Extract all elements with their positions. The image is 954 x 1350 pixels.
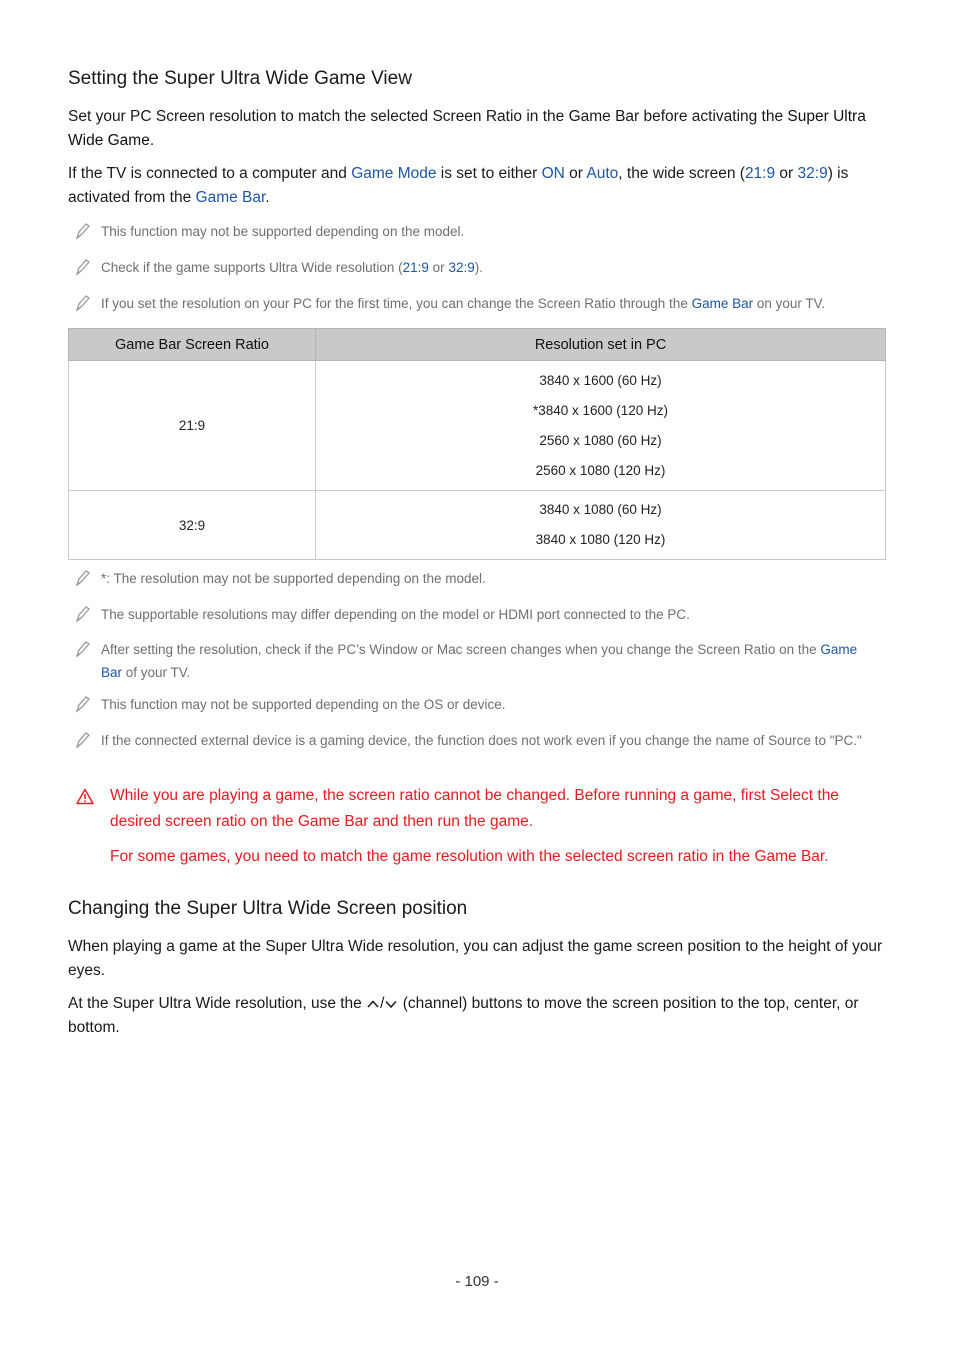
text-run: on your TV.: [753, 296, 826, 311]
pencil-icon: [74, 605, 92, 623]
pencil-icon: [74, 569, 92, 587]
pencil-icon: [74, 731, 92, 749]
text-run: ) is activated from the: [68, 165, 849, 206]
note-item: [74, 292, 874, 315]
note-text: If the connected external device is a gaming device, the function does not work even if you change the name of Source to "PC.": [101, 733, 862, 748]
resolution-list: [317, 366, 884, 486]
resolution-item: 2560 x 1080 (60 Hz): [539, 432, 662, 448]
intro-text: Set your PC Screen resolution to match the selected Screen Ratio in the Game Bar before activating the: [68, 108, 788, 125]
note-text: [101, 638, 874, 684]
text-run: If you set the resolution on your PC for the first time, you can change the Screen Ratio through the: [101, 296, 692, 311]
text-run: or: [564, 165, 587, 182]
text-run: At the Super Ultra Wide resolution, use the: [68, 995, 367, 1012]
ratio-21-9-term: 21:9: [744, 165, 776, 182]
chevron-up-icon: [366, 998, 380, 1010]
ratio-32-9-term: 32:9: [797, 165, 828, 182]
table-row: [69, 491, 886, 560]
game-bar-term: Game Bar: [101, 642, 858, 680]
note-item: [74, 256, 874, 279]
resolution-item: 2560 x 1080 (120 Hz): [535, 462, 666, 478]
table-header-row: [69, 329, 886, 361]
pencil-icon: [74, 695, 92, 713]
note-item: [74, 638, 874, 684]
table-row: [69, 361, 886, 491]
page-number: - 109 -: [455, 1273, 499, 1290]
note-item: [74, 567, 874, 590]
text-run: /: [380, 995, 385, 1012]
text-run: , the wide screen (: [618, 165, 745, 182]
ratio-cell: 32:9: [69, 491, 316, 560]
note-text: The supportable resolutions may differ depending on the model or HDMI port connected to the PC.: [101, 607, 690, 622]
resolution-cell: [316, 361, 886, 491]
pencil-icon: [74, 294, 92, 312]
game-bar-term: Game Bar: [691, 296, 754, 311]
note-text: [101, 292, 874, 315]
column-header-ratio: Game Bar Screen Ratio: [69, 329, 316, 361]
text-run: or: [775, 165, 798, 182]
intro-period: .: [149, 132, 155, 149]
chevron-down-icon: [384, 998, 398, 1010]
ratio-21-9-term: 21:9: [402, 260, 429, 275]
warning-text: For some games, you need to match the game resolution with the selected screen ratio in the Game Bar.: [110, 848, 829, 865]
note-item: [74, 603, 874, 626]
ratio-32-9-term: 32:9: [448, 260, 475, 275]
note-item: [74, 693, 874, 716]
resolution-item: 3840 x 1600 (60 Hz): [539, 372, 662, 388]
note-text: This function may not be supported depending on the model.: [101, 224, 465, 239]
game-bar-term: Game Bar: [195, 189, 266, 206]
note-item: [74, 729, 874, 752]
super-ultra-wide-game-term: Super Ultra Wide Game: [68, 108, 866, 149]
resolution-item: *3840 x 1600 (120 Hz): [532, 402, 669, 418]
position-paragraph: When playing a game at the Super Ultra Wide resolution, you can adjust the game screen position to the height of your eyes.: [68, 938, 883, 979]
text-run: (channel) buttons to move the screen position to the top, center, or bottom.: [68, 995, 859, 1036]
on-term: ON: [541, 165, 565, 182]
ratio-cell: 21:9: [69, 361, 316, 491]
resolution-item: 3840 x 1080 (60 Hz): [539, 502, 662, 517]
note-text: *: The resolution may not be supported depending on the model.: [101, 571, 486, 586]
text-run: After setting the resolution, check if the PC’s Window or Mac screen changes when you change the Screen Ratio on the: [101, 642, 821, 657]
resolution-cell: [316, 491, 886, 560]
text-run: .: [265, 189, 270, 206]
warning-text: While you are playing a game, the screen ratio cannot be changed. Before running a game, first Select the desired screen ratio on the Game Bar and then run the game.: [110, 787, 839, 830]
text-run: of your TV.: [122, 665, 191, 680]
warning-block: [74, 783, 874, 870]
note-text: This function may not be supported depending on the OS or device.: [101, 697, 506, 712]
pencil-icon: [74, 258, 92, 276]
warning-triangle-icon: [76, 788, 94, 805]
note-text: [101, 256, 874, 279]
text-run: Check if the game supports Ultra Wide resolution (: [101, 260, 403, 275]
resolution-table: [68, 328, 886, 560]
intro-paragraph: [68, 105, 886, 153]
section-title: Setting the Super Ultra Wide Game View: [68, 68, 412, 89]
text-run: is set to either: [436, 165, 542, 182]
text-run: If the TV is connected to a computer and: [68, 165, 352, 182]
section-title: Changing the Super Ultra Wide Screen position: [68, 898, 468, 919]
pencil-icon: [74, 640, 92, 658]
text-run: or: [428, 260, 449, 275]
note-item: [74, 220, 874, 243]
column-header-resolution: Resolution set in PC: [316, 329, 886, 361]
auto-term: Auto: [586, 165, 619, 182]
game-mode-term: Game Mode: [351, 165, 437, 182]
resolution-item: 3840 x 1080 (120 Hz): [535, 532, 666, 547]
channel-buttons-paragraph: [68, 992, 886, 1040]
activation-paragraph: [68, 162, 886, 210]
pencil-icon: [74, 222, 92, 240]
resolution-list: [317, 495, 884, 555]
text-run: ).: [474, 260, 483, 275]
